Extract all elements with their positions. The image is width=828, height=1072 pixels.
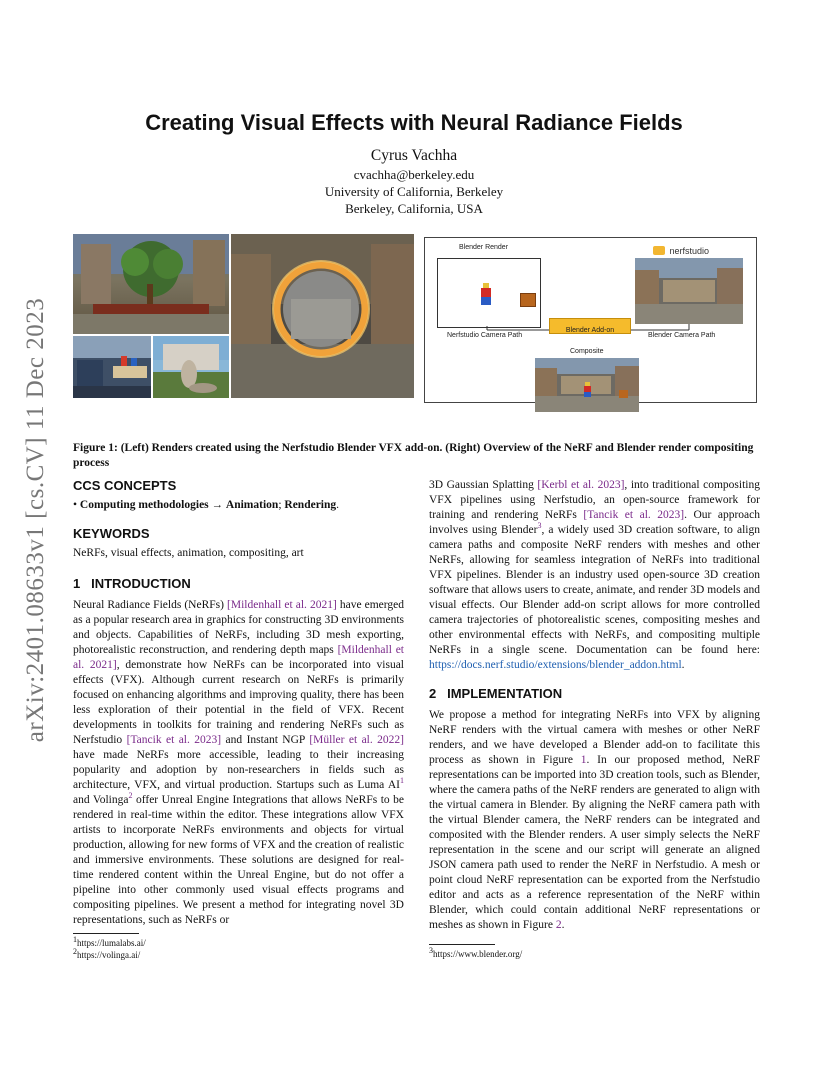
ccs-end: . [336, 499, 340, 511]
composite-render-panel [535, 358, 639, 412]
figure-left-renders [73, 234, 414, 398]
footnote-ref[interactable]: 2 [128, 791, 133, 801]
paper-title: Creating Visual Effects with Neural Radiance Fields [145, 110, 683, 135]
arxiv-sidebar [10, 280, 62, 760]
section-title: IMPLEMENTATION [447, 686, 563, 701]
label-nerfstudio-camera-path: Nerfstudio Camera Path [447, 332, 523, 339]
render-photo-statue [153, 336, 229, 398]
footnote-ref[interactable]: 1 [400, 776, 404, 786]
footnote-2: $^2$https://volinga.ai/ [73, 947, 141, 960]
arxiv-identifier: arXiv:2401.08633v1 [cs.CV] 11 Dec 2023 [22, 297, 49, 743]
render-photo-lego-office [73, 336, 151, 398]
ccs-term-rendering: Rendering [284, 499, 337, 511]
footnote-1: $^1$https://lumalabs.ai/ [73, 935, 146, 948]
ccs-concepts-heading: CCS CONCEPTS [73, 478, 177, 493]
footnote-ref[interactable]: 3 [537, 521, 542, 531]
introduction-paragraph: Neural Radiance Fields (NeRFs) [Mildenhall et al. 2021] have emerged as a popular research area in graphics for constructing 3D environments and objects. Capabilities of NeRFs, including 3D mesh exporting, photorealistic reconstruction, and rendering depth maps [Mildenhall et al. 2021], demonstrate how NeRFs can be incorporated into visual effects (VFX). Although current research on NeRFs is primarily focused on enhancing algorithms and improving quality, there has been less exploration of their potential in the field of VFX. Recent developments in toolkits for training and rendering NeRFs such as Nerfstudio [Tancik et al. 2023] and Instant NGP [Müller et al. 2022] have made NeRFs more accessible, leading to their increasing popularity and adoption by non-researchers in fields such as architecture, VFX, and virtual production. Startups such as Luma $AI^1$ and Volinga$^2$ offer Unreal Engine Integrations that allows NeRFs to be rendered in real-time within the editor. These integrations allow VFX artists to incorporate NeRFs environments and objects for virtual production, allowing for new forms of VFX and the creation of realistic and immersive environments. These solutions are designed for real-time rendered content within the Unreal Engine, but do not offer a pipeline into other commonly used visual effects programs and compositing pipelines. We present a method for integrating novel 3D representations, such as NeRFs or [73, 599, 405, 926]
figure-caption: Figure 1: (Left) Renders created using the Nerfstudio Blender VFX add-on. (Right) Overview of the NeRF and Blender render compositing process [73, 442, 754, 469]
ccs-concepts-text [73, 498, 404, 513]
render-photo-lego-tree [73, 234, 229, 334]
citation-link[interactable]: [Tancik et al. 2023] [583, 509, 685, 521]
author-location: Berkeley, California, USA [345, 201, 483, 216]
footnote-rule-left [73, 933, 139, 934]
label-blender-camera-path: Blender Camera Path [648, 332, 716, 339]
ccs-bullet: • [73, 499, 78, 511]
author-affiliation: University of California, Berkeley [324, 184, 504, 199]
label-composite: Composite [570, 348, 604, 355]
implementation-paragraph: We propose a method for integrating NeRFs into VFX by aligning NeRF renders with the virtual camera with meshes or other NeRF renders, and we have developed a Blender add-on to facilitate this process as shown in Figure 1. In our proposed method, NeRF representations can be imported into 3D creation tools, such as Blender, where the camera paths of the NeRF renders are generated to align with the virtual camera in Blender. By aligning the NeRF camera path with the virtual Blender camera, the NeRF renders can be integrated and composited with the Blender renders. A user simply selects the NeRF representation in the scene and our script will generate an aligned JSON camera path used to render the NeRF in Nerfstudio. A mesh or point cloud NeRF representation can be exported from the Nerfstudio editor and acts as a reference representation of the NeRF within Blender, which could contain additional NeRF representations or meshes as shown in Figure 2. [429, 709, 760, 931]
ccs-separator: ; [278, 499, 285, 511]
nerfstudio-logo-text: nerfstudio [669, 245, 709, 256]
citation-link[interactable]: [Kerbl et al. 2023] [537, 479, 625, 491]
left-column [73, 478, 404, 968]
citation-link[interactable]: [Mildenhall et al. 2021] [227, 599, 337, 611]
figure-ref-link[interactable]: 1 [580, 754, 587, 766]
right-column [429, 478, 760, 938]
keywords-text: NeRFs, visual effects, animation, compositing, art [73, 547, 304, 559]
author-email: cvachha@berkeley.edu [353, 167, 475, 182]
footnote-2-url[interactable]: https://volinga.ai/ [77, 950, 141, 960]
footnote-1-url[interactable]: https://lumalabs.ai/ [77, 938, 146, 948]
blender-addon-box [549, 318, 631, 334]
section-number: 2 [429, 686, 437, 701]
keywords-heading: KEYWORDS [73, 526, 150, 541]
render-photo-fire-portal [231, 234, 414, 398]
implementation-heading [429, 686, 562, 701]
section-title: INTRODUCTION [91, 576, 191, 591]
citation-link[interactable]: [Tancik et al. 2023] [126, 734, 222, 746]
footnote-rule-right [429, 944, 495, 945]
section-number: 1 [73, 576, 81, 591]
figure-right-pipeline-diagram [424, 237, 757, 403]
citation-link[interactable]: [Mildenhall et al. 2021] [73, 644, 404, 671]
right-intro-paragraph: 3D Gaussian Splatting [Kerbl et al. 2023], into traditional compositing VFX pipelines using Nerfstudio, an open-source framework for training and rendering NeRFs [Tancik et al. 2023]. Our approach involves using Blender$^3$, a widely used 3D creation software, to align camera paths and composite NeRF renders with meshes and other NeRFs, allowing for seamless integration of NeRFs into traditional VFX pipelines. Blender is an industry used open-source 3D creation software that allows users to create, animate, and render 3D models and visual effects. Our Blender add-on script allows for more controlled camera trajectories of photorealistic scenes, compositing meshes and other environmental effects with NeRFs, and compositing multiple NeRFs in a single scene. Documentation can be found here: https://docs.nerf.studio/extensions/blender_addon.html. [429, 479, 760, 671]
introduction-heading [73, 576, 191, 591]
documentation-link[interactable]: https://docs.nerf.studio/extensions/blender_addon.html [429, 659, 682, 671]
author-name: Cyrus Vachha [370, 147, 458, 164]
ccs-term-animation: Animation [225, 499, 279, 511]
author-block [0, 146, 828, 217]
label-blender-addon: Blender Add-on [565, 327, 615, 334]
ccs-arrow: → [211, 499, 224, 511]
figure-ref-link[interactable]: 2 [555, 919, 562, 931]
ccs-term-computing: Computing methodologies [79, 499, 209, 511]
citation-link[interactable]: [Müller et al. 2022] [309, 734, 405, 746]
footnote-3-url[interactable]: https://www.blender.org/ [433, 949, 523, 959]
label-blender-render: Blender Render [459, 244, 509, 251]
footnote-3: $^3$https://www.blender.org/ [429, 946, 523, 959]
